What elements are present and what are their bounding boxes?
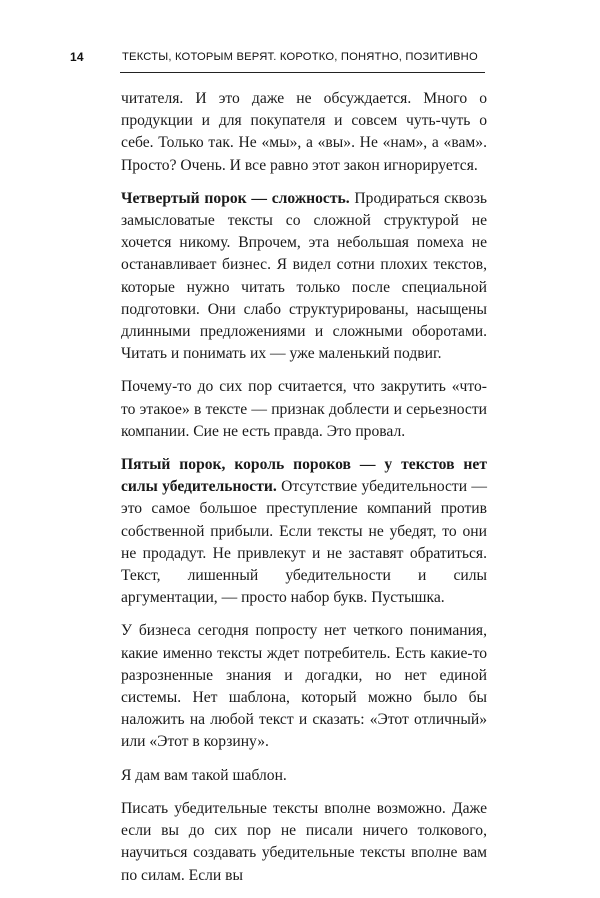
paragraph-lead: Четвертый порок — сложность. xyxy=(121,189,350,207)
paragraph xyxy=(121,454,487,609)
paragraph-lead: Пятый порок, король пороков — у текстов нет силы убедительности. xyxy=(121,456,487,496)
body-text xyxy=(121,88,487,898)
paragraph-text: Почему-то до сих пор считается, что закрутить «что-то этакое» в тексте — признак доблести и серьезности компании. Сие не есть правда. Это провал. xyxy=(121,378,487,440)
paragraph xyxy=(121,798,487,887)
running-header xyxy=(70,50,485,70)
paragraph xyxy=(121,376,487,443)
paragraph xyxy=(121,765,487,787)
paragraph xyxy=(121,188,487,366)
running-title: ТЕКСТЫ, КОТОРЫМ ВЕРЯТ. КОРОТКО, ПОНЯТНО, ПОЗИТИВНО xyxy=(122,51,478,63)
paragraph-text: Отсутствие убедительности — это самое большое преступление компаний против собственной прибыли. Если тексты не убедят, то они не продадут. Не привлекут и не заставят обратиться. Текст, лишенный убедительности и силы аргументации, — просто набор букв. Пустышка. xyxy=(121,478,487,607)
paragraph xyxy=(121,88,487,177)
paragraph-text: Продираться сквозь замысловатые тексты со сложной структурой не хочется никому. Впрочем, эта небольшая помеха не останавливает бизнес. Я видел сотни плохих текстов, которые нужно читать только после специальной подготовки. Они слабо структурированы, насыщены длинными предложениями и сложными оборотами. Читать и понимать их — уже маленький подвиг. xyxy=(121,189,487,363)
paragraph-text: Я дам вам такой шаблон. xyxy=(121,766,287,784)
paragraph-text: Писать убедительные тексты вполне возможно. Даже если вы до сих пор не писали ничего толкового, научиться создавать убедительные тексты вполне вам по силам. Если вы xyxy=(121,799,487,884)
header-rule xyxy=(120,72,485,73)
paragraph-text: У бизнеса сегодня попросту нет четкого понимания, какие именно тексты ждет потребитель. Есть какие-то разрозненные знания и догадки, но нет единой системы. Нет шаблона, который можно было бы наложить на любой текст и сказать: «Этот отличный» или «Этот в корзину». xyxy=(121,622,487,751)
page-number: 14 xyxy=(70,50,84,64)
paragraph-text: читателя. И это даже не обсуждается. Много о продукции и для покупателя и совсем чуть-чуть о себе. Только так. Не «мы», а «вы». Не «нам», а «вам». Просто? Очень. И все равно этот закон игнорируется. xyxy=(121,90,487,174)
paragraph xyxy=(121,620,487,753)
